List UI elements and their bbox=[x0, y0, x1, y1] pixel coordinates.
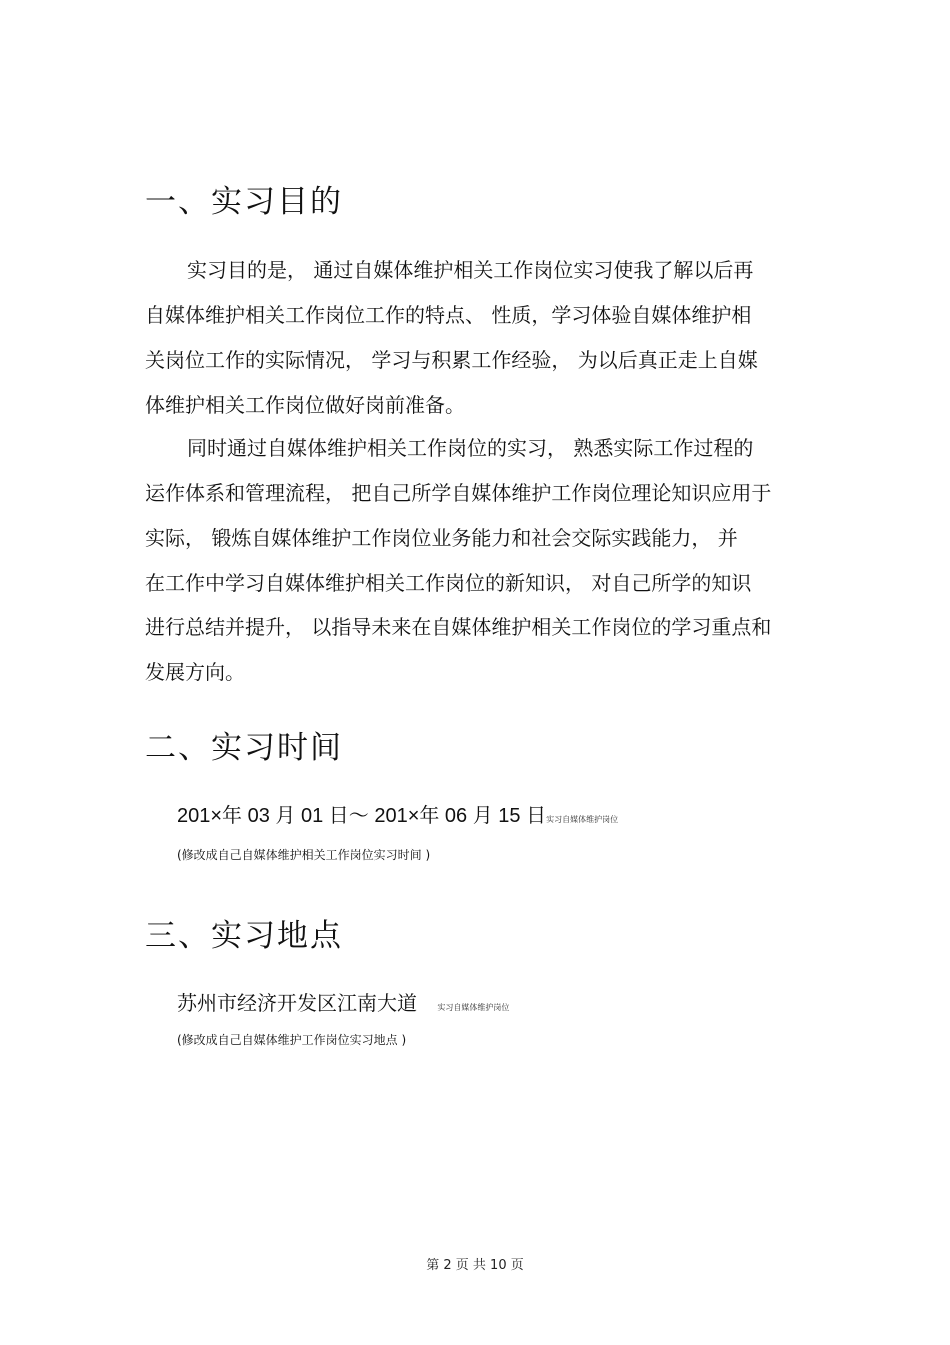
internship-date-range bbox=[177, 799, 618, 828]
paragraph-line: 发展方向。 bbox=[145, 660, 245, 684]
paragraph-line: 实际， 锻炼自媒体维护工作岗位业务能力和社会交际实践能力， 并 bbox=[145, 526, 738, 550]
date-range-text: 201×年 03 月 01 日～ 201×年 06 月 15 日 bbox=[177, 805, 547, 827]
paragraph-line: 在工作中学习自媒体维护相关工作岗位的新知识， 对自己所学的知识 bbox=[145, 571, 752, 595]
address-text: 苏州市经济开发区江南大道 bbox=[177, 991, 417, 1015]
internship-address bbox=[177, 987, 509, 1016]
page-number-footer: 第 2 页 共 10 页 bbox=[426, 1258, 524, 1273]
paragraph-line: 同时通过自媒体维护相关工作岗位的实习， 熟悉实际工作过程的 bbox=[187, 436, 754, 460]
section-heading-time: 二、实习时间 bbox=[145, 730, 343, 766]
paragraph-line: 体维护相关工作岗位做好岗前准备。 bbox=[145, 393, 465, 417]
section-heading-purpose: 一、实习目的 bbox=[145, 184, 343, 220]
location-edit-note: (修改成自己自媒体维护工作岗位实习地点 ) bbox=[177, 1033, 407, 1047]
address-tag: 实习自媒体维护岗位 bbox=[437, 1003, 510, 1012]
paragraph-line: 关岗位工作的实际情况， 学习与积累工作经验， 为以后真正走上自媒 bbox=[145, 348, 758, 372]
section-heading-location: 三、实习地点 bbox=[145, 918, 343, 954]
date-range-tag: 实习自媒体维护岗位 bbox=[546, 815, 619, 824]
time-edit-note: (修改成自己自媒体维护相关工作岗位实习时间 ) bbox=[177, 848, 431, 862]
paragraph-line: 进行总结并提升， 以指导未来在自媒体维护相关工作岗位的学习重点和 bbox=[145, 615, 772, 639]
paragraph-line: 自媒体维护相关工作岗位工作的特点、 性质，学习体验自媒体维护相 bbox=[145, 303, 752, 327]
paragraph-line: 运作体系和管理流程， 把自己所学自媒体维护工作岗位理论知识应用于 bbox=[145, 481, 772, 505]
paragraph-line: 实习目的是， 通过自媒体维护相关工作岗位实习使我了解以后再 bbox=[187, 258, 754, 282]
